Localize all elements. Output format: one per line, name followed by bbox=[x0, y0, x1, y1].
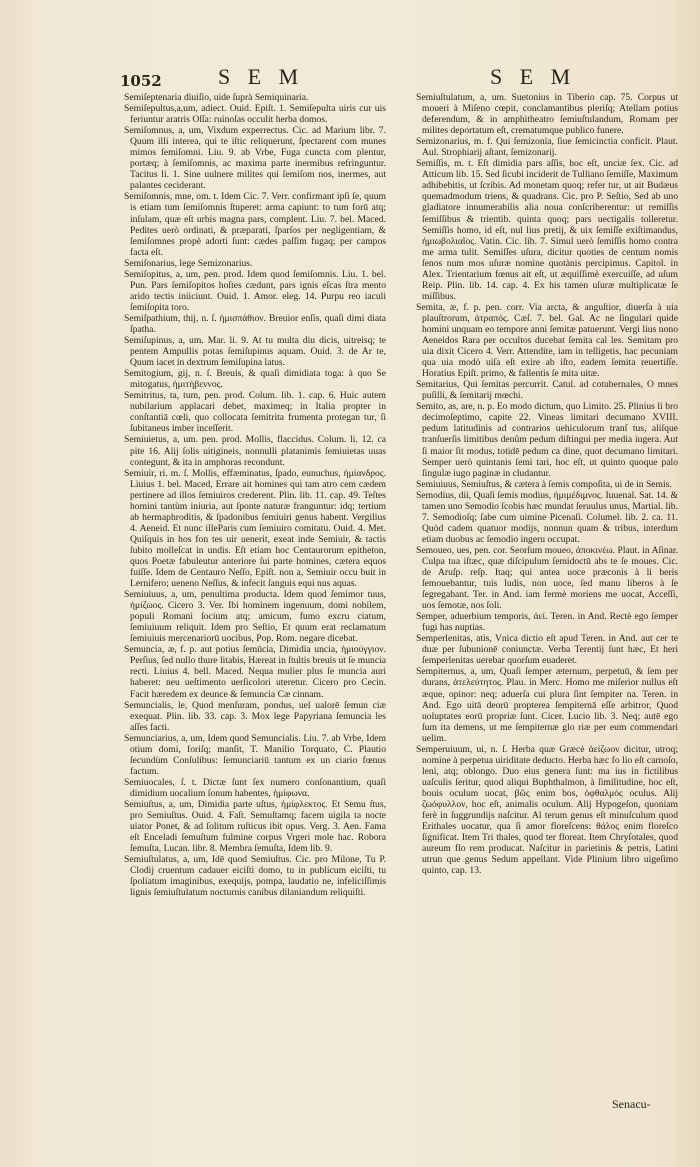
page-number: 1052 bbox=[120, 72, 162, 90]
dictionary-entry: Semiſſis, m. t. Eſt dimidia pars aſſis, hoc eſt, unciæ ſex. Cic. ad Atticum lib. 15. Sed ſicubi inciderit de Tulliano ſemiſſe, Maximum adhibebitis, ut ſcribis. Ad monetam quoq; refer tur, ut ait Budæus quemadmodum triens, & quadrans. Cic. pro P. Seſtio, Sed ab uno gladiatore innumerabilis alia noua conſcriberentur: ut remiſſis ſemiſſibus & trientib. quinta quoq; pars uectigalis tolleretur. Semiſſis homo, id eſt, nul lius pretij, & uix ſemiſſe exiſtimandus, ἡμιωβολιαῖος. Vatin. Cic. lib. 7. Simul uerò ſemiſſis homo contra me arma tulit. Semiſſes uſura, dicitur quoties de centum nomis ſenos num mos uſuræ nomine quotànis percipimus. Capitol. in Alex. Trientarium fœnus ait eſt, ut æquiſſimè exercuiſſe, ad uſum Reip. Plin. lib. 14. cap. 4. Ex his tamen uſuræ multiplicatæ ſe miſſibus. bbox=[416, 158, 678, 302]
dictionary-entry: Semiuſtus, a, um, Dimidia parte uſtus, ἡμίφλεκτος. Et Semu ſtus, pro Semiuſtus. Ouid. 4. Faſt. Semuſtamq; facem uigila ta nocte uiator Ponet, & ad ſolitum ruſticus ibit opus. Verg. 3. Aen. Fama eſt Enceladi ſemuſtum fulmine corpus Vrgeri mole hac. Robora ſemuſta, Lucan. libr. 8. Membra ſemuſta, Idem lib. 9. bbox=[124, 799, 386, 855]
dictionary-entry: Sempiternus, a, um, Quaſi ſemper æternum, perpetuū, & ſem per durans, ἀτελεύτητος. Plau. in Merc. Homo me miſerior nullus eſt æque, opinor: neq; aduerſa cui plura ſint ſempiter na. Teren. in And. Ego uitā deorū propterea ſempiternā eſſe arbitror, Quod uoluptates eorū propriæ ſunt. Cicer. Lucio lib. 3. Neq; autē ego ſum ita demens, ut me ſempiternæ glo riæ per eum commendari uelim. bbox=[416, 666, 678, 744]
dictionary-entry: Semito, as, are, n. p. Eo modo dictum, quo Limito. 25. Plinius li bro decimoſeptimo, capite 22. Vineas limitari decumano XVIII. pedum latitudinis ad contrarios uehiculorum tranſ tus, aliſque tranſuerſis limitibus denûm pedum diſtingui per media iugera. Aut ſi maior ſit modus, totidē pedum ca dine, quot decumano limitari. Semper uerò quintanis ſemi tari, hoc eſt, ut quinto quoque palo ſingulæ iugo paginæ in cludantur. bbox=[416, 401, 678, 479]
dictionary-entry: Semiſopitus, a, um, pen. prod. Idem quod ſemiſomnis. Liu. 1. bel. Pun. Pars ſemiſopitos hoſtes cædunt, pars ignis eſcas ſtra mento arido tectis iniiciunt. Ouid. 1. Amor. eleg. 14. Purpu reo iaculi ſemiſopita toro. bbox=[124, 268, 386, 313]
dictionary-entry: Semitogium, gij, n. ſ. Breuis, & quaſi dimidiata toga: à quo Se mitogatus, ἡμιτήβεννος. bbox=[124, 368, 386, 391]
dictionary-entry: Semiuſtulatus, a, um, Idē quod Semiuſtus. Cic. pro Milone, Tu P. Clodij cruentum cadauer eiciſti domo, tu in publicum eiciſti, tu ſpoliatum imaginibus, exequijs, pompa, laudatio ne, infeliciſſimis lignis ſemiuſtulatum nocturnis canibus dilaniandum reliquiſti. bbox=[124, 854, 386, 899]
dictionary-entry: Semitritus, ta, tum, pen. prod. Colum. lib. 1. cap. 6. Huic autem nubilarium applacari debet, maximeq; in Italia propter in conſtantiā cœli, quo collocata ſemitrita frumenta protegan tur, ſi ſubitaneus imber inceſſerit. bbox=[124, 390, 386, 435]
dictionary-entry: Semper, aduerbium temporis, ἀεί. Teren. in And. Rectè ego ſemper fugi has nuptias. bbox=[416, 611, 678, 634]
dictionary-entry: Semiſeptenaria diuiſio, uide ſuprà Semiquinaria. bbox=[124, 92, 309, 103]
dictionary-entry: Semiſupinus, a, um. Mar. li. 9. At tu multa diu dicis, uitreisq; te pentem Ampullis potas ſemiſupinus aquam. Ouid. 3. de Ar te, Quum iacet in dextrum ſemiſupina latus. bbox=[124, 335, 386, 369]
dictionary-entry: Semoueo, ues, pen. cor. Seorſum moueo, ἀποκινέω. Plaut. in Aſinar. Culpa tua iſtæc, quæ diſcipulum ſemidoctū abs te ſe moues. Cic. de Aruſp. reſp. Itaq; qui antea uoce præconis à li beris ſemouebantur, tuis ludis, non uoce, ſed manu liberos à ſe ſegregabant. Ter. in And. iam fermè moriens me uocat, Acceſſi, uos ſemotæ, nos ſoli. bbox=[416, 544, 678, 612]
dictionary-entry: Semiſonarius, lege Semizonarius. bbox=[124, 257, 253, 269]
dictionary-entry: Semiſomnus, a, um, Vixdum experrectus. Cic. ad Marium libr. 7. Quum illi interea, qui te iſtic reliquerunt, ſpectarent com munes mimos ſemiſomni. Liu. 9. ab Vrbe, Fuga cuncta com plentur, portæq; à ſemiſomnis, ac maxima parte inermibus refringuntur. Tacitus li. 1. Sine uulnere milites qui ſemiſom nos, inermes, aut palantes ceciderant. bbox=[124, 125, 386, 192]
dictionary-entry: Semiuiuus, a, um, penultima producta. Idem quod ſemimor tuus, ἡμίζωος. Cicero 3. Ver. Ibi hominem ingenuum, domi nobilem, populi Romani ſocium atq; amicum, fumo excru ciatum, ſemiuiuum reliquit. Idem pro Seſtio, Et quum erat reclamatum ſemiuiuis mercenariorū uocibus, Pop. Rom. negare dicebat. bbox=[124, 589, 386, 645]
dictionary-entry: Semiuocales, ſ. t. Dictæ ſunt ſex numero conſonantium, quaſi dimidium uocalium ſonum habentes, ἡμίφωνα. bbox=[124, 776, 386, 799]
dictionary-entry: Semunciarius, a, um, Idem quod Semuncialis. Liu. 7. ab Vrbe, Idem otium domi, foriſq; manſit, T. Manilio Torquato, C. Plautio ſecundùm Conſulibus: ſemunciariū tantum ex un ciario fœnus factum. bbox=[124, 732, 386, 777]
dictionary-entry: Semita, æ, f. p. pen. corr. Via arcta, & anguſtior, diuerſa à uia plauſtrorum, ἀτραπός. Cæſ. 7. bel. Gal. Ac ne ſingulari quide homini unquam eo tempore anni ſemitæ patuerunt. Vergi lius nono Aeneidos Rara per occultos ducebat ſemita cal les. Semitam pro uia dixit Cicero 4. Verr. Attendite, iam in telligetis, hac pecuniam qua uia modò uiſa eſt exire ab iſto, eadem ſemita reuertiſſe. Horatius Epiſt. primo, & fallentis ſe mita uitæ. bbox=[416, 301, 678, 380]
dictionary-entry: Semiſomnis, mne, om. t. Idem Cic. 7. Verr. confirmant ipſi ſe, quum is etiam tum ſemiſomnis ſtuperet: arma capiunt: to tum forū atq; inſulam, quæ eſt urbis magna pars, complent. Liu. 7. bel. Maced. Pedites uerò ordinati, & præparati, ſparſos per negligentiam, & ſemiſomnes propè adorti ſunt: cædes paſſim fugaq; per campos facta eſt. bbox=[124, 191, 386, 258]
dictionary-entry: Semiuietus, a, um. pen. prod. Mollis, flaccidus. Colum. li. 12. ca pite 16. Alij ſolis uitigineis, nonnulli platanimis ſemiuietas uuas contegunt, & ita in amphoras recondunt. bbox=[124, 434, 386, 468]
dictionary-entry: Semiuiuus, Semiuſtus, & cætera à ſemis compoſita, ui de in Semis. bbox=[416, 478, 672, 490]
dictionary-entry: Semuncialis, le, Quod menſuram, pondus, uel ualorē ſemun ciæ exequat. Plin. lib. 33. cap. 3. Mox lege Papyriana ſemuncia les aſſes facti. bbox=[124, 699, 386, 733]
dictionary-entry: Semiſepultus,a,um, adiect. Ouid. Epiſt. 1. Semiſepulta uiris cur uis feriuntur aratris Oſſa: ruinoſas occulit herba domos. bbox=[124, 103, 386, 126]
right-column bbox=[416, 92, 678, 1122]
dictionary-entry: Semiuir, ri. m. ſ. Mollis, effæminatus, ſpado, eunuchus, ἡμίανδρος. Liuius 1. bel. Maced, Errare ait homines qui tam atro cem cædem pertinere ad illos ſemiuiros crederent. Plin. lib. 11. cap. 49. Teſtes homini tantùm iniuria, aut ſponte naturæ franguntur: idq; tertium ab hermaphroditis, & ſpadonibus ſemiuiri genus habent. Vergilius 4. Aeneid. Et nunc illeParis cum ſemiuiro comitatu. Ouid. 4. Met. Quiſquis in hos fon tes uir uenerit, exeat inde Semiuir, & tactis ſubito molleſcat in undis. Eſt etiam hoc Centaurorum epitheton, quos Poetæ fabuleutur anteriore ſui parte homines, cætera equos fuiſſe. Idem de Centauro Neſſo, Epiſt. non a, Semiuir occu buit in Lernifero; ueneno Neſſus, & infecit ſanguis equi nus aquas. bbox=[124, 467, 386, 590]
dictionary-entry: Semperlenitas, atis, Vnica dictio eſt apud Teren. in And. aut cer te duæ per ſubunionē coniunctæ. Verba Terentij ſunt hæc, Et heri ſemperlenitas uerebar quorſum euaderet. bbox=[416, 633, 678, 667]
dictionary-entry: Semiſpathium, thij, n. ſ. ἡμισπάθιον. Breuior enſis, quaſi dimi diata ſpatha. bbox=[124, 312, 386, 335]
dictionary-entry: Semuncia, æ, f. p. aut potius ſemūcia, Dimidia uncia, ἡμιούγγιον. Perſius, ſed nullo thure litabis, Hæreat in ſtultis breuis ut ſe muncia recti. Liuius 4. bell. Maced. Nequa mulier plus ſe muncia auri haberet: neu ueſtimento uerſicolori uteretur. Cicero pro Cecin. Facit hæredem ex deunce & ſemuncia Cæ cinnam. bbox=[124, 644, 386, 700]
dictionary-entry: Semitarius, Qui ſemitas percurrit. Catul. ad cotubernales, O mnes puſilli, & ſemitarij mœchi. bbox=[416, 379, 678, 402]
running-head-left: S E M bbox=[218, 64, 305, 89]
dictionary-entry: Semperuiuum, ui, n. ſ. Herba quæ Græcè ἀείζωον dicitur, utroq; nomine à perpetua uiriditate deducto. Herba hæc fo lio eſt carnoſo, leni, atq; oblongo. Duo eius genera ſunt: ma ius in fictilibus uaſculis ſeritur, quod aliqui Buphthalmon, à ſimilitudine, hoc eſt, bouis oculum uocat, βῶς enim bos, ὀφθαλμός oculus. Alij ζωόφυλλον, hoc eſt, animalis oculum. Alij Hypogeſon, quoniam ferè in ſuggrundijs naſcitur. Al terum genus eſt minuſculum quod Erithales uocatur, qua ſi amor floreſcens: θάλος enim floreſco ſignificat. Item Tri thales, quod ter floreat. Item Chryſotales, quod aureum flo rem producat. Naſcitur in parietinis & petris, Latini utrun que genus Sedum appellant. Vide Plinium libro uigeſimo quinto, cap. 13. bbox=[416, 743, 678, 877]
dictionary-entry: Semiuſtulatum, a, um. Suetonius in Tiberio cap. 75. Corpus ut moueri à Miſeno cœpit, conclamantibus pleriſq; Atellam potius deferendum, & in amphitheatro ſemiuſtulandum, Romam per milites deportatum eſt, crematumque publico funere. bbox=[416, 92, 678, 137]
catchword: Senacu- bbox=[612, 1097, 651, 1111]
left-column bbox=[124, 92, 386, 1122]
dictionary-entry: Semizonarius, m. f. Qui ſemizonia, ſiue ſemicinctia conficit. Plaut. Aul. Strophiarij aſtant, ſemizonarij. bbox=[416, 136, 678, 159]
running-head-right: S E M bbox=[490, 64, 577, 89]
dictionary-entry: Semodius, dii, Quaſi ſemis modius, ἡμιμέδιμνος. Iuuenal. Sat. 14. & tamen uno Semodio ſcobis hæc mundat ſeruulus unus, Martial. lib. 7. Semodioſq; ſabe cum uimine Picenaſi. Columel. lib. 2. ca. 11. Quòd cadem quatuor modijs, nonnun quam & tribus, interdum etiam duobus ac ſemodio ingeru occupat. bbox=[416, 489, 678, 545]
